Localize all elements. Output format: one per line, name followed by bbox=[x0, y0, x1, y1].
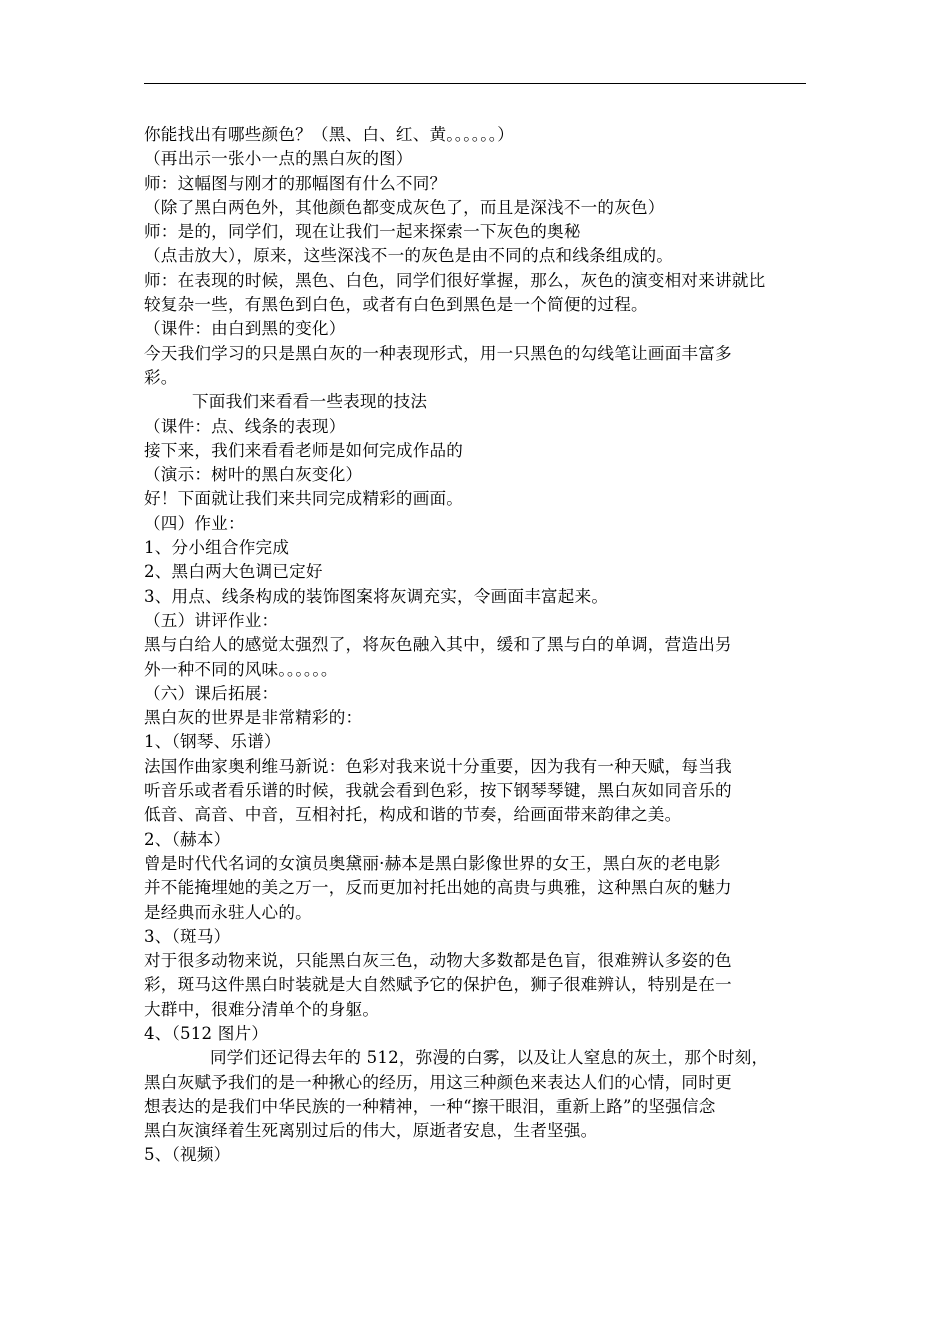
text-line: 下面我们来看看一些表现的技法 bbox=[192, 392, 428, 412]
text-line: 好！下面就让我们来共同完成精彩的画面。 bbox=[144, 489, 464, 509]
text-line: 外一种不同的风味。。。。。。 bbox=[144, 659, 338, 679]
text-line: 较复杂一些，有黑色到白色，或者有白色到黑色是一个简便的过程。 bbox=[144, 295, 648, 315]
text-line: （课件：点、线条的表现） bbox=[144, 416, 346, 436]
text-line: 彩。 bbox=[144, 367, 178, 387]
text-line: （除了黑白两色外，其他颜色都变成灰色了，而且是深浅不一的灰色） bbox=[144, 197, 665, 217]
text-line: 师：这幅图与刚才的那幅图有什么不同？ bbox=[144, 173, 447, 193]
text-line: 黑白灰赋予我们的是一种揪心的经历，用这三种颜色来表达人们的心情，同时更 bbox=[144, 1072, 732, 1092]
text-line: 彩，斑马这件黑白时装就是大自然赋予它的保护色，狮子很难辨认，特别是在一 bbox=[144, 975, 732, 995]
section-heading: （四）作业： bbox=[144, 513, 245, 533]
text-line: 曾是时代代名词的女演员奥黛丽·赫本是黑白影像世界的女王，黑白灰的老电影 bbox=[144, 853, 721, 873]
text-line: （点击放大），原来，这些深浅不一的灰色是由不同的点和线条组成的。 bbox=[144, 246, 674, 266]
text-line: 法国作曲家奥利维马新说：色彩对我来说十分重要，因为我有一种天赋，每当我 bbox=[144, 756, 732, 776]
text-line: 接下来，我们来看看老师是如何完成作品的 bbox=[144, 440, 464, 460]
text-line: 你能找出有哪些颜色？（黑、白、红、黄。。。。。。） bbox=[144, 125, 515, 144]
list-item: 2、（赫本） bbox=[144, 829, 231, 849]
list-item: 5、（视频） bbox=[144, 1145, 231, 1165]
section-heading: （六）课后拓展： bbox=[144, 683, 279, 703]
text-line: （课件：由白到黑的变化） bbox=[144, 319, 346, 339]
list-item: 4、（512 图片） bbox=[144, 1023, 269, 1043]
text-line: 是经典而永驻人心的。 bbox=[144, 902, 312, 922]
text-line: 想表达的是我们中华民族的一种精神，一种“擦干眼泪，重新上路”的坚强信念 bbox=[144, 1096, 716, 1116]
text-line: 黑与白给人的感觉太强烈了，将灰色融入其中，缓和了黑与白的单调，营造出另 bbox=[144, 635, 732, 655]
text-line: 师：是的，同学们，现在让我们一起来探索一下灰色的奥秘 bbox=[144, 222, 581, 242]
list-item: 3、（斑马） bbox=[144, 926, 231, 946]
text-line: 大群中，很难分清单个的身躯。 bbox=[144, 999, 380, 1019]
header-rule bbox=[144, 83, 806, 84]
list-item: 2、黑白两大色调已定好 bbox=[144, 562, 323, 582]
section-heading: （五）讲评作业： bbox=[144, 610, 279, 630]
text-line: 黑白灰的世界是非常精彩的： bbox=[144, 708, 363, 728]
text-line: 黑白灰演绎着生死离别过后的伟大，原逝者安息，生者坚强。 bbox=[144, 1121, 598, 1141]
text-line: （再出示一张小一点的黑白灰的图） bbox=[144, 149, 413, 169]
text-line: 听音乐或者看乐谱的时候，我就会看到色彩，按下钢琴琴键，黑白灰如同音乐的 bbox=[144, 781, 732, 801]
text-line: 师：在表现的时候，黑色、白色，同学们很好掌握，那么，灰色的演变相对来讲就比 bbox=[144, 270, 766, 290]
text-line: 同学们还记得去年的 512，弥漫的白雾，以及让人窒息的灰土，那个时刻， bbox=[210, 1048, 769, 1068]
text-line: 并不能掩埋她的美之万一，反而更加衬托出她的高贵与典雅，这种黑白灰的魅力 bbox=[144, 878, 732, 898]
document-body bbox=[144, 123, 808, 1168]
list-item: 1、（钢琴、乐谱） bbox=[144, 732, 281, 752]
text-line: （演示：树叶的黑白灰变化） bbox=[144, 465, 363, 485]
text-line: 对于很多动物来说，只能黑白灰三色，动物大多数都是色盲，很难辨认多姿的色 bbox=[144, 951, 732, 971]
text-line: 低音、高音、中音，互相衬托，构成和谐的节奏，给画面带来韵律之美。 bbox=[144, 805, 682, 825]
list-item: 3、用点、线条构成的装饰图案将灰调充实，令画面丰富起来。 bbox=[144, 586, 609, 606]
list-item: 1、分小组合作完成 bbox=[144, 538, 290, 558]
text-line: 今天我们学习的只是黑白灰的一种表现形式，用一只黑色的勾线笔让画面丰富多 bbox=[144, 343, 732, 363]
